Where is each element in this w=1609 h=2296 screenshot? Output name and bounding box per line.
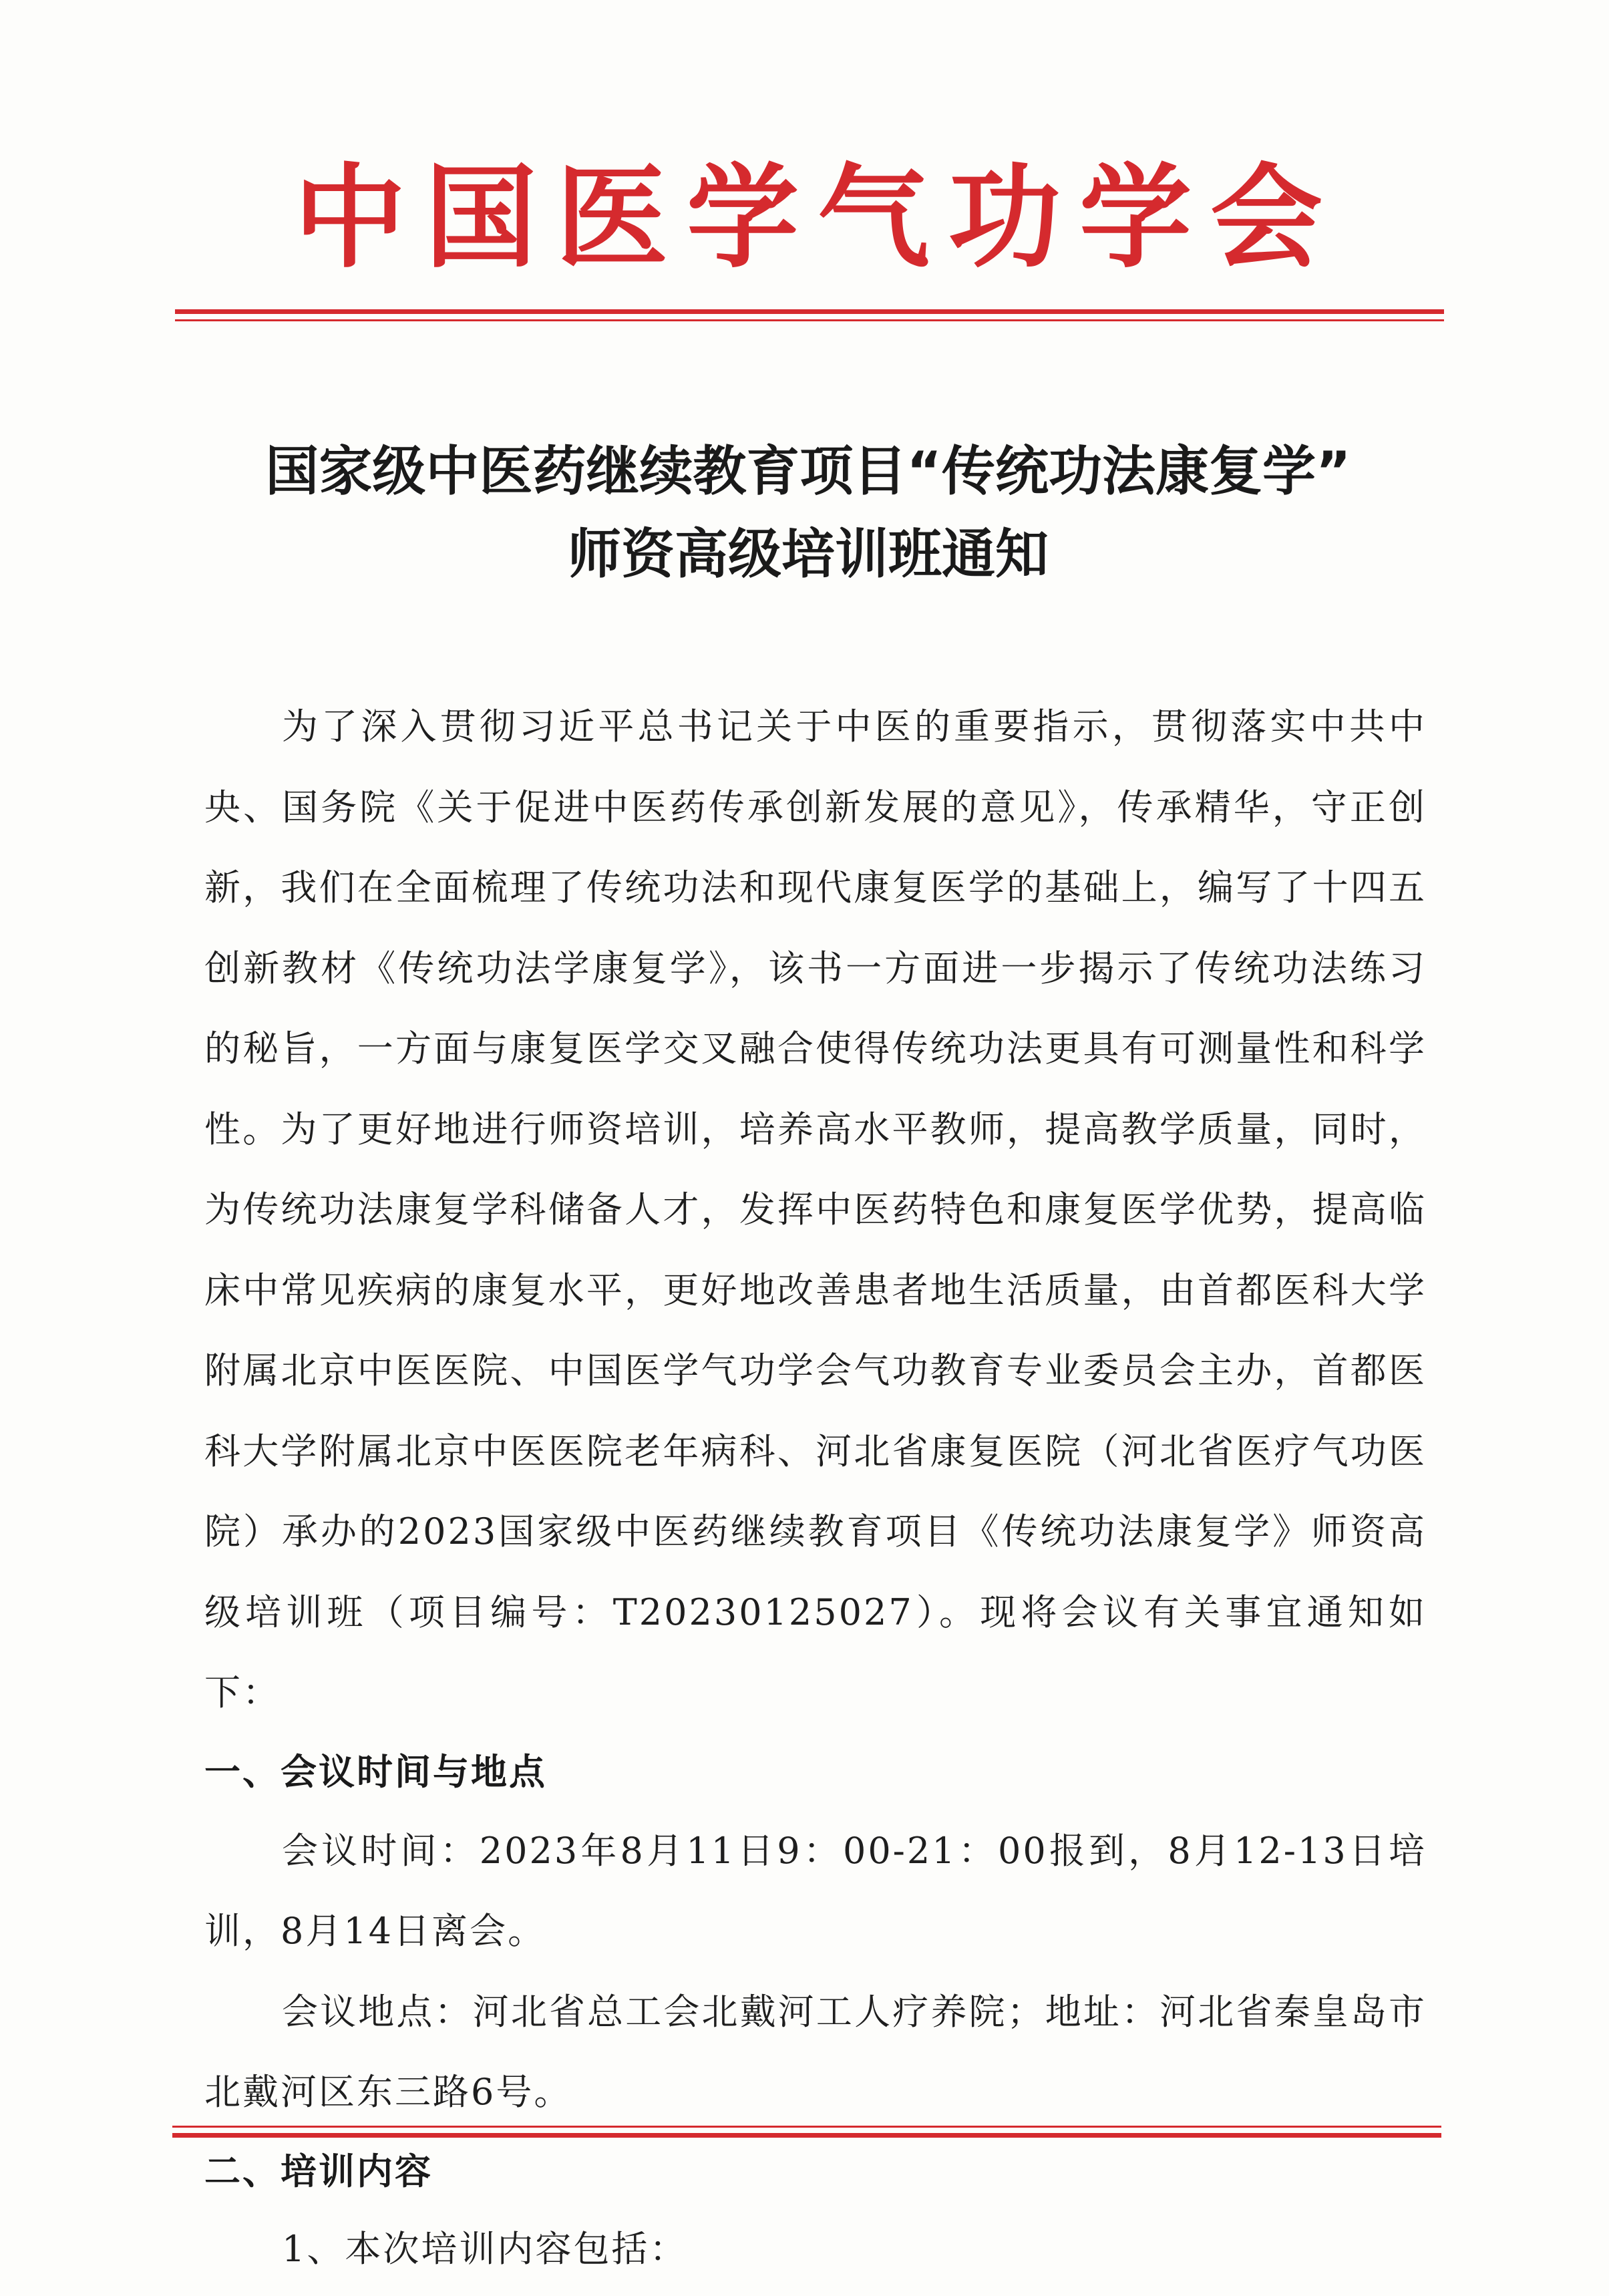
training-content-item-1: 1、本次培训内容包括： — [282, 2227, 688, 2270]
header-divider-thin — [175, 319, 1444, 321]
intro-paragraph: 为了深入贯彻习近平总书记关于中医的重要指示，贯彻落实中共中央、国务院《关于促进中医药传承创新发展的意见》，传承精华，守正创新，我们在全面梳理了传统功法和现代康复医学的基础上，编写了十四五创新教材《传统功法学康复学》，该书一方面进一步揭示了传统功法练习的秘旨，一方面与康复医学交叉融合使得传统功法更具有可测量性和科学性。为了更好地进行师资培训，培养高水平教师，提高教学质量，同时，为传统功法康复学科储备人才，发挥中医药特色和康复医学优势，提高临床中常见疾病的康复水平，更好地改善患者地生活质量，由首都医科大学附属北京中医医院、中国医学气功学会气功教育专业委员会主办，首都医科大学附属北京中医医院老年病科、河北省康复医院（河北省医疗气功医院）承办的2023国家级中医药继续教育项目《传统功法康复学》师资高级培训班（项目编号：T20230125027）。现将会议有关事宜通知如下： — [204, 705, 1427, 1713]
letterhead-char: 中 — [294, 151, 406, 283]
letterhead-char: 功 — [948, 151, 1061, 283]
header-divider-thick — [175, 309, 1444, 314]
meeting-time-paragraph: 会议时间：2023年8月11日9：00-21：00报到，8月12-13日培训，8月14日离会。 — [204, 1829, 1427, 1952]
organization-letterhead — [294, 144, 1322, 291]
letterhead-char: 国 — [425, 151, 537, 283]
letterhead-char: 气 — [818, 151, 930, 283]
letterhead-char: 学 — [1079, 151, 1192, 283]
document-title-line-2: 师资高级培训班通知 — [568, 523, 1049, 585]
section-heading-training-content: 二、培训内容 — [204, 2150, 433, 2192]
letterhead-char: 医 — [556, 151, 668, 283]
footer-divider-thin — [172, 2126, 1441, 2128]
meeting-location-paragraph: 会议地点：河北省总工会北戴河工人疗养院；地址：河北省秦皇岛市北戴河区东三路6号。 — [204, 1990, 1427, 2113]
section-heading-meeting-time-place: 一、会议时间与地点 — [204, 1750, 547, 1793]
document-title-line-1: 国家级中医药继续教育项目“传统功法康复学” — [265, 440, 1351, 502]
letterhead-char: 会 — [1210, 151, 1322, 283]
letterhead-char: 学 — [687, 151, 799, 283]
footer-divider-thick — [172, 2133, 1441, 2138]
document-body — [204, 687, 1427, 2288]
